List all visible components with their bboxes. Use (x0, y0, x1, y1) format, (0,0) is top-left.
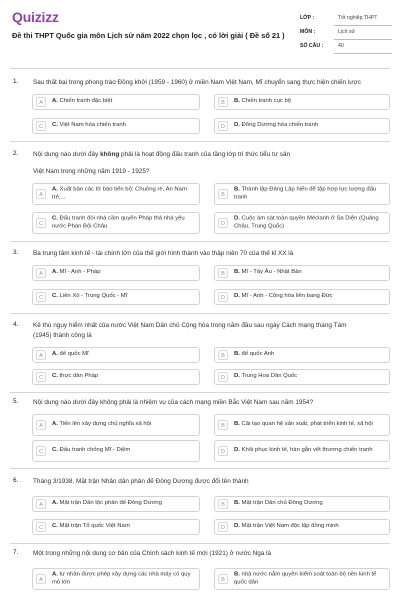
option-letter: A (36, 189, 46, 199)
option-label: B. (234, 351, 240, 358)
option-text (234, 215, 383, 230)
question-divider (10, 392, 390, 393)
question-divider (10, 313, 390, 314)
meta-label: SỐ CÂU : (300, 43, 324, 49)
option-content: tư nhân được phép xây dựng các nhà máy có quy mô lớn (52, 571, 191, 585)
option-c[interactable] (32, 118, 200, 134)
option-letter: C (36, 522, 46, 532)
option-d[interactable] (214, 369, 390, 385)
option-text (52, 186, 193, 201)
option-text (234, 186, 383, 201)
option-label: C. (52, 293, 58, 300)
question-number: 3. (13, 249, 19, 256)
option-letter: B (218, 97, 228, 107)
option-a[interactable] (32, 94, 200, 110)
question-number: 2. (13, 150, 19, 157)
option-letter: B (218, 189, 228, 199)
option-d[interactable] (214, 440, 390, 462)
option-text (234, 571, 383, 586)
option-c[interactable] (32, 369, 200, 385)
option-text (234, 98, 383, 106)
option-text (52, 373, 193, 381)
option-label: A. (52, 500, 58, 507)
option-c[interactable] (32, 289, 200, 305)
worksheet-title: Đề thi THPT Quốc gia môn Lịch sử năm 2022 chọn lọc , có lời giải ( Đề số 21 ) (12, 31, 285, 40)
option-content: Mặt trận Dân chủ Đông Dương (241, 500, 323, 507)
question-divider (10, 543, 390, 544)
option-text (234, 122, 383, 130)
option-letter: D (218, 292, 228, 302)
option-text (52, 293, 193, 301)
option-content: Cuộc ám sát toàn quyền Méclanh ở Sa Diện (Quảng Châu, Trung Quốc) (234, 215, 379, 229)
question-number: 4. (13, 321, 19, 328)
question-text-part: phải là hoạt động đấu tranh của tầng lớp trí thức tiểu tư sản (119, 151, 291, 158)
option-a[interactable] (32, 568, 200, 590)
option-letter: D (218, 121, 228, 131)
quizizz-logo: Quizizz (12, 9, 59, 25)
option-b[interactable] (214, 414, 390, 436)
option-d[interactable] (214, 212, 390, 234)
meta-value: Tốt nghiệp THPT (338, 15, 378, 21)
option-d[interactable] (214, 118, 390, 134)
option-content: Đấu tranh chống Mĩ - Diệm (59, 447, 131, 454)
option-label: A. (52, 98, 58, 105)
option-content: Đấu tranh đòi nhà cầm quyền Pháp thả nhà yêu nước Phan Bội Châu (52, 215, 185, 229)
option-a[interactable] (32, 414, 200, 436)
option-letter: D (218, 372, 228, 382)
option-letter: B (218, 420, 228, 430)
option-letter: D (218, 522, 228, 532)
option-text (234, 447, 383, 455)
option-b[interactable] (214, 496, 390, 512)
option-text (52, 269, 193, 277)
option-letter: A (36, 350, 46, 360)
option-text (234, 500, 383, 508)
worksheet-meta (300, 13, 392, 55)
meta-label: MÔN : (300, 29, 316, 35)
option-text (52, 500, 193, 508)
option-label: B. (234, 269, 240, 276)
meta-value: 40 (338, 43, 344, 49)
option-label: D. (234, 122, 240, 129)
option-label: C. (52, 523, 58, 530)
question-divider (10, 141, 390, 142)
meta-underline (334, 25, 392, 26)
meta-row-subject (300, 27, 392, 41)
option-letter: A (36, 97, 46, 107)
option-a[interactable] (32, 496, 200, 512)
option-a[interactable] (32, 347, 200, 363)
option-label: D. (234, 215, 240, 222)
option-label: D. (234, 373, 240, 380)
option-text (234, 373, 383, 381)
meta-underline (334, 39, 392, 40)
option-text (52, 351, 193, 359)
option-content: Đông Dương hóa chiến tranh (241, 122, 319, 129)
option-label: A. (52, 421, 58, 428)
option-label: B. (234, 98, 240, 105)
option-content: Mặt trận Việt Nam độc lập đồng minh (241, 523, 339, 530)
question-text (33, 150, 388, 159)
question-text: Tháng 3/1938, Mặt trận Nhân dân phản đế Đông Dương được đổi tên thành (33, 478, 249, 485)
option-letter: A (36, 268, 46, 278)
option-letter: C (36, 121, 46, 131)
option-b[interactable] (214, 347, 390, 363)
option-letter: A (36, 499, 46, 509)
option-content: Liên Xô - Trung Quốc - Mĩ (59, 293, 128, 300)
option-text (52, 523, 193, 531)
option-c[interactable] (32, 212, 200, 234)
option-letter: C (36, 372, 46, 382)
option-letter: D (218, 218, 228, 228)
option-label: A. (52, 269, 58, 276)
option-label: B. (234, 571, 240, 578)
option-label: B. (234, 186, 240, 193)
option-content: đế quốc Anh (241, 351, 275, 358)
option-text (234, 523, 383, 531)
option-letter: B (218, 268, 228, 278)
option-content: Thành lập Đảng Lập hiến để tập hợp lực lượng đấu tranh (234, 186, 377, 200)
option-content: thực dân Pháp (59, 373, 99, 380)
option-content: Tiến lên xây dựng chủ nghĩa xã hội (59, 421, 152, 428)
option-text (234, 293, 383, 301)
option-text (234, 269, 383, 277)
option-text (52, 447, 193, 455)
option-content: Việt Nam hóa chiến tranh (59, 122, 126, 129)
option-text (52, 215, 193, 230)
question-number: 1. (13, 78, 19, 85)
option-content: Chiến tranh đặc biệt (59, 98, 113, 105)
option-label: A. (52, 351, 58, 358)
question-text-emphasis: không (100, 151, 120, 158)
option-content: Trung Hoa Dân Quốc (241, 373, 298, 380)
option-letter: C (36, 292, 46, 302)
option-content: Cải tạo quan hệ sản xuất, phát triển kinh tế, xã hội (241, 421, 373, 428)
option-content: Mĩ - Tây Âu - Nhật Bản (241, 269, 302, 276)
option-content: nhà nước nắm quyền kiểm soát toàn bộ nền kinh tế quốc dân (234, 571, 377, 585)
worksheet-header (0, 0, 400, 64)
option-label: D. (234, 447, 240, 454)
option-content: Xuất bản các tờ báo tiến bộ: Chuông rè, An Nam trẻ,... (52, 186, 187, 200)
option-c[interactable] (32, 519, 200, 535)
option-letter: C (36, 446, 46, 456)
option-label: C. (52, 122, 58, 129)
option-content: đế quốc Mĩ (59, 351, 89, 358)
option-d[interactable] (214, 289, 390, 305)
option-label: A. (52, 571, 58, 578)
option-label: D. (234, 523, 240, 530)
question-number: 6. (13, 477, 19, 484)
option-letter: B (218, 499, 228, 509)
option-content: Mặt trận Dân tộc phản đế Đông Dương (59, 500, 162, 507)
question-text-line-2: (1945) thành công là (33, 332, 92, 339)
option-content: Khôi phục kinh tế, hàn gắn vết thương chiến tranh (241, 447, 373, 454)
question-text: Kẻ thù nguy hiểm nhất của nước Việt Nam Dân chủ Cộng hòa trong năm đầu sau ngày Cách mạng tháng Tám (33, 322, 347, 329)
option-content: Chiến tranh cục bộ (241, 98, 291, 105)
option-label: A. (52, 186, 58, 193)
option-letter: D (218, 446, 228, 456)
question-number: 7. (13, 549, 19, 556)
question-divider (10, 241, 390, 242)
question-text: Một trong những nội dung cơ bản của Chính sách kinh tế mới (1921) ở nước Nga là (33, 550, 272, 557)
option-letter: A (36, 574, 46, 584)
option-text (52, 98, 193, 106)
meta-underline (334, 53, 392, 54)
option-b[interactable] (214, 94, 390, 110)
question-text-part: Nội dung nào dưới đây (33, 151, 101, 158)
option-content: Mĩ - Anh - Pháp (59, 269, 101, 276)
option-a[interactable] (32, 183, 200, 205)
option-text (52, 421, 193, 429)
question-text: Ba trung tâm kinh tế - tài chính lớn của thế giới hình thành vào thập niên 70 của thế kỉ XX là (33, 250, 294, 257)
option-a[interactable] (32, 265, 200, 281)
option-content: Mặt trận Tổ quốc Việt Nam (59, 523, 130, 530)
meta-label: LỚP : (300, 15, 315, 21)
option-label: C. (52, 373, 58, 380)
option-text (234, 421, 383, 429)
question-number: 5. (13, 398, 19, 405)
option-label: D. (234, 293, 240, 300)
header-divider (10, 68, 390, 69)
option-d[interactable] (214, 519, 390, 535)
option-letter: A (36, 420, 46, 430)
option-b[interactable] (214, 183, 390, 205)
option-c[interactable] (32, 440, 200, 462)
question-divider (10, 468, 390, 469)
option-label: C. (52, 215, 58, 222)
option-letter: B (218, 350, 228, 360)
option-b[interactable] (214, 265, 390, 281)
option-b[interactable] (214, 568, 390, 590)
option-content: Mĩ - Anh - Cộng hòa liên bang Đức (241, 293, 333, 300)
option-text (234, 351, 383, 359)
meta-row-count (300, 41, 392, 55)
question-text: Sau thất bại trong phong trào Đồng khởi (1959 - 1960) ở miền Nam Việt Nam, Mĩ chuyển sang thực hiện chiến lược (33, 79, 361, 86)
option-letter: C (36, 218, 46, 228)
option-text (52, 122, 193, 130)
meta-row-class (300, 13, 392, 27)
option-label: B. (234, 421, 240, 428)
question-text: Nội dung nào dưới đây không phải là nhiệm vụ của cách mạng miền Bắc Việt Nam sau năm 1954? (33, 399, 314, 406)
option-label: B. (234, 500, 240, 507)
meta-value: Lịch sử (338, 29, 356, 35)
option-letter: B (218, 574, 228, 584)
option-text (52, 571, 193, 586)
question-text-line-2: Việt Nam trong những năm 1919 - 1925? (33, 168, 150, 175)
option-label: C. (52, 447, 58, 454)
